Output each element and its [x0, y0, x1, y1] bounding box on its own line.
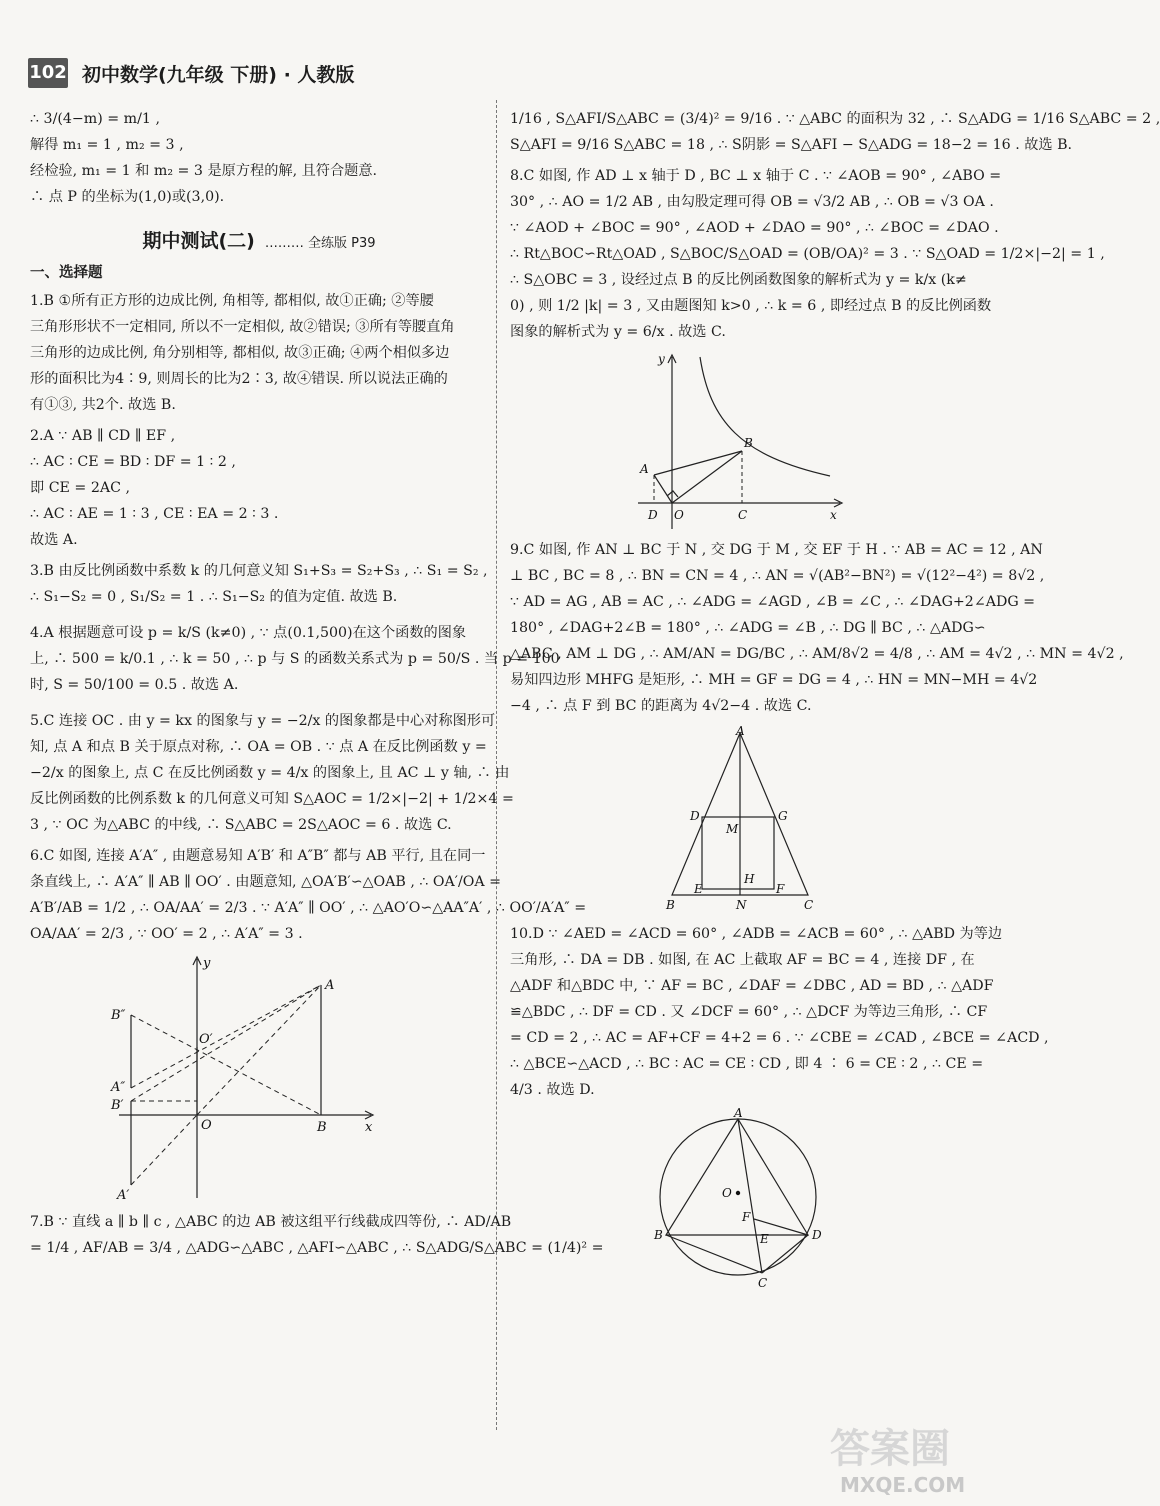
watermark-url: MXQE.COM	[840, 1473, 966, 1497]
text-line: 1/16 , S△AFI/S△ABC = (3/4)² = 9/16 . ∵ △ABC 的面积为 32 , ∴ S△ADG = 1/16 S△ABC = 2 ,	[510, 111, 1160, 127]
answer-q6	[30, 843, 587, 947]
label: A	[736, 724, 745, 738]
text-line: ∴ △BCE∽△ACD , ∴ BC ∶ AC = CE ∶ CD , 即 4 ∶ 6 = CE ∶ 2 , ∴ CE =	[510, 1056, 984, 1072]
label: O	[674, 508, 684, 522]
text-line: △ABC , AM ⊥ DG , ∴ AM/AN = DG/BC , ∴ AM/8√2 = 4/8 , ∴ AM = 4√2 , ∴ MN = 4√2 ,	[510, 646, 1124, 662]
text-line: ∴ 点 P 的坐标为(1,0)或(3,0).	[30, 189, 225, 205]
watermark-text: 答案圈	[830, 1426, 950, 1472]
page-number: 102	[28, 58, 68, 88]
segment-DC	[762, 1235, 808, 1273]
text-line: 9.C 如图, 作 AN ⊥ BC 于 N , 交 DG 于 M , 交 EF 于 H . ∵ AB = AC = 12 , AN	[510, 542, 1043, 558]
text-line: 7.B ∵ 直线 a ∥ b ∥ c , △ABC 的边 AB 被这组平行线截成四等份, ∴ AD/AB	[30, 1214, 512, 1230]
text-line: 三角形, ∴ DA = DB . 如图, 在 AC 上截取 AF = BC = 4 , 连接 DF , 在	[510, 952, 975, 968]
answer-q3	[30, 558, 488, 610]
label: B″	[111, 1008, 126, 1023]
text-line: 形的面积比为4∶9, 则周长的比为2∶3, 故④错误. 所以说法正确的	[30, 371, 448, 387]
text-line: ∵ ∠AOD + ∠BOC = 90° , ∠AOD + ∠DAO = 90° , ∴ ∠BOC = ∠DAO .	[510, 220, 999, 236]
label: O′	[199, 1032, 213, 1047]
text-line: 知, 点 A 和点 B 关于原点对称, ∴ OA = OB . ∵ 点 A 在反比例函数 y =	[30, 739, 487, 755]
text-line: 3.B 由反比例函数中系数 k 的几何意义知 S₁+S₃ = S₂+S₃ , ∴ S₁ = S₂ ,	[30, 563, 488, 579]
label: G	[778, 809, 788, 823]
text-line: 经检验, m₁ = 1 和 m₂ = 3 是原方程的解, 且符合题意.	[30, 163, 378, 179]
label: C	[758, 1276, 768, 1290]
text-line: ∴ AC ∶ AE = 1 ∶ 3 , CE ∶ EA = 2 ∶ 3 .	[30, 506, 279, 522]
label: F	[776, 882, 785, 896]
text-line: 三角形形状不一定相同, 所以不一定相似, 故②错误; ③所有等腰直角	[30, 319, 455, 335]
text-line: ∵ AD = AG , AB = AC , ∴ ∠ADG = ∠AGD , ∠B = ∠C , ∴ ∠DAG+2∠ADG =	[510, 594, 1036, 610]
text-line: 5.C 连接 OC . 由 y = kx 的图象与 y = −2/x 的图象都是中心对称图形可	[30, 713, 496, 729]
text-line: −2/x 的图象上, 点 C 在反比例函数 y = 4/x 的图象上, 且 AC ⊥ y 轴, ∴ 由	[30, 765, 510, 781]
label: E	[694, 882, 703, 896]
figure-q9	[650, 725, 830, 915]
right-column	[510, 106, 1160, 1295]
answer-q2	[30, 423, 488, 553]
answer-q10	[510, 921, 1049, 1103]
text-line: 故选 A.	[30, 532, 78, 548]
label: A	[325, 978, 335, 993]
text-line: 2.A ∵ AB ∥ CD ∥ EF ,	[30, 428, 176, 444]
segment-AC	[738, 1119, 762, 1273]
label: O	[722, 1186, 732, 1200]
text-line: 易知四边形 MHFG 是矩形, ∴ MH = GF = DG = 4 , ∴ HN = MN−MH = 4√2	[510, 672, 1038, 688]
text-line: 1.B ①所有正方形的边成比例, 角相等, 都相似, 故①正确; ②等腰	[30, 293, 434, 309]
label: O	[201, 1118, 212, 1133]
text-line: 图象的解析式为 y = 6/x . 故选 C.	[510, 324, 726, 340]
section-title-text: 期中测试(二)	[142, 230, 255, 252]
center-dot	[736, 1191, 740, 1195]
answer-q4	[30, 620, 560, 698]
text-line: ∴ S△OBC = 3 , 设经过点 B 的反比例函数图象的解析式为 y = k/x (k≠	[510, 272, 967, 288]
text-line: OA/AA′ = 2/3 , ∵ OO′ = 2 , ∴ A′A″ = 3 .	[30, 926, 303, 942]
segment-AB	[654, 451, 742, 475]
text-line: ∴ 3/(4−m) = m/1 ,	[30, 111, 160, 127]
circle-O	[660, 1119, 816, 1275]
label: x	[830, 508, 837, 522]
section-title	[30, 226, 488, 253]
text-line: 4.A 根据题意可设 p = k/S (k≠0) , ∵ 点(0.1,500)在这个函数的图象	[30, 625, 467, 641]
label: B	[744, 436, 753, 450]
label: B	[317, 1120, 327, 1135]
hyperbola-curve	[700, 357, 830, 476]
answer-q7-cont	[510, 106, 1160, 158]
text-line: A′B′/AB = 1/2 , ∴ OA/AA′ = 2/3 . ∵ A′A″ ∥ OO′ , ∴ △AO′O∽△AA″A′ , ∴ OO′/A′A″ =	[30, 900, 587, 916]
label: y	[203, 956, 211, 971]
label: F	[742, 1210, 751, 1224]
section-ref: ……… 全练版 P39	[264, 236, 376, 251]
text-line: 上, ∴ 500 = k/0.1 , ∴ k = 50 , ∴ p 与 S 的函数关系式为 p = 50/S . 当 p = 100	[30, 651, 560, 667]
figure-q8	[630, 351, 850, 531]
text-line: = 1/4 , AF/AB = 3/4 , △ADG∽△ABC , △AFI∽△ABC , ∴ S△ADG/S△ABC = (1/4)² =	[30, 1240, 604, 1256]
label: A	[734, 1106, 743, 1120]
label: A′	[117, 1188, 130, 1203]
text-line: 6.C 如图, 连接 A′A″ , 由题意易知 A′B′ 和 A″B″ 都与 AB 平行, 且在同一	[30, 848, 486, 864]
text-line: = CD = 2 , ∴ AC = AF+CF = 4+2 = 6 . ∵ ∠CBE = ∠CAD , ∠BCE = ∠ACD ,	[510, 1030, 1049, 1046]
text-line: 30° , ∴ AO = 1/2 AB , 由勾股定理可得 OB = √3/2 AB , ∴ OB = √3 OA .	[510, 194, 994, 210]
label: y	[658, 352, 665, 366]
text-line: 0) , 则 1/2 |k| = 3 , 又由题图知 k>0 , ∴ k = 6 , 即经过点 B 的反比例函数	[510, 298, 992, 314]
text-line: ∴ Rt△BOC∽Rt△OAD , S△BOC/S△OAD = (OB/OA)² = 3 . ∵ S△OAD = 1/2×|−2| = 1 ,	[510, 246, 1105, 262]
label: D	[812, 1228, 822, 1242]
answer-q5	[30, 708, 514, 838]
text-line: 时, S = 50/100 = 0.5 . 故选 A.	[30, 677, 239, 693]
text-line: ∴ S₁−S₂ = 0 , S₁/S₂ = 1 . ∴ S₁−S₂ 的值为定值. 故选 B.	[30, 589, 398, 605]
label: H	[744, 872, 755, 886]
book-title: 初中数学(九年级 下册) · 人教版	[82, 64, 355, 86]
text-line: 8.C 如图, 作 AD ⊥ x 轴于 D , BC ⊥ x 轴于 C . ∵ ∠AOB = 90° , ∠ABO =	[510, 168, 1002, 184]
answer-q7	[30, 1209, 604, 1261]
label: A″	[111, 1080, 126, 1095]
text-line: 有①③, 共2个. 故选 B.	[30, 397, 176, 413]
text-line: S△AFI = 9/16 S△ABC = 18 , ∴ S阴影 = S△AFI − S△ADG = 18−2 = 16 . 故选 B.	[510, 137, 1073, 153]
answer-q8	[510, 163, 1105, 345]
segment-BC	[666, 1235, 762, 1273]
text-line: ∴ AC ∶ CE = BD ∶ DF = 1 ∶ 2 ,	[30, 454, 236, 470]
label: C	[804, 898, 814, 912]
text-line: 解得 m₁ = 1 , m₂ = 3 ,	[30, 137, 184, 153]
text-line: 4/3 . 故选 D.	[510, 1082, 595, 1098]
text-line: 180° , ∠DAG+2∠B = 180° , ∴ ∠ADG = ∠B , ∴ DG ∥ BC , ∴ △ADG∽	[510, 620, 986, 636]
label: D	[690, 809, 700, 823]
label: B	[654, 1228, 663, 1242]
answer-q1	[30, 288, 488, 418]
text-line: 3 , ∵ OC 为△ABC 的中线, ∴ S△ABC = 2S△AOC = 6 . 故选 C.	[30, 817, 452, 833]
text-line: 条直线上, ∴ A′A″ ∥ AB ∥ OO′ . 由题意知, △OA′B′∽△OAB , ∴ OA′/OA =	[30, 874, 502, 890]
text-line: 即 CE = 2AC ,	[30, 480, 130, 496]
label: B	[666, 898, 675, 912]
label: N	[736, 898, 747, 912]
answer-q9	[510, 537, 1124, 719]
label: D	[648, 508, 658, 522]
page-header	[28, 58, 628, 90]
figure-q6	[109, 953, 409, 1203]
subsection-title: 一、选择题	[30, 265, 103, 281]
label: x	[365, 1120, 373, 1135]
label: A	[640, 462, 649, 476]
text-line: 三角形的边成比例, 角分别相等, 都相似, 故③正确; ④两个相似多边	[30, 345, 450, 361]
segment-OA	[654, 475, 672, 503]
text-line: −4 , ∴ 点 F 到 BC 的距离为 4√2−4 . 故选 C.	[510, 698, 812, 714]
text-line: 10.D ∵ ∠AED = ∠ACD = 60° , ∠ADB = ∠ACB = 60° , ∴ △ABD 为等边	[510, 926, 1003, 942]
label: M	[726, 822, 739, 836]
text-line: ⊥ BC , BC = 8 , ∴ BN = CN = 4 , ∴ AN = √(AB²−BN²) = √(12²−4²) = 8√2 ,	[510, 568, 1045, 584]
label: E	[760, 1232, 769, 1246]
text-line: △ADF 和△BDC 中, ∵ AF = BC , ∠DAF = ∠DBC , AD = BD , ∴ △ADF	[510, 978, 994, 994]
watermark	[820, 1420, 990, 1500]
segment-OB	[672, 451, 742, 503]
label: C	[738, 508, 748, 522]
figure-q10	[650, 1106, 830, 1290]
label: B′	[111, 1098, 124, 1113]
text-line: ≌△BDC , ∴ DF = CD . 又 ∠DCF = 60° , ∴ △DCF 为等边三角形, ∴ CF	[510, 1004, 988, 1020]
text-line: 反比例函数的比例系数 k 的几何意义可知 S△AOC = 1/2×|−2| + 1/2×4 =	[30, 791, 514, 807]
